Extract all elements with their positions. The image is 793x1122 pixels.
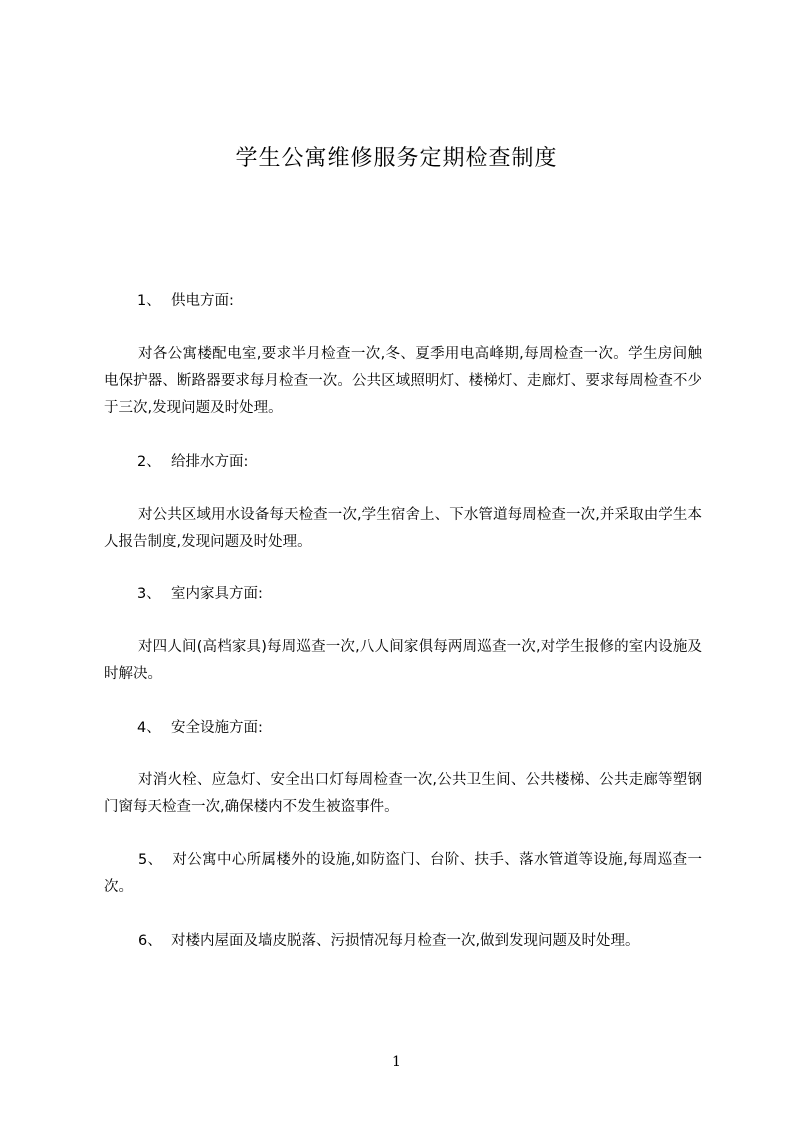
section-text: 对楼内屋面及墙皮脱落、污损情况每月检查一次,做到发现问题及时处理。: [170, 933, 640, 949]
section-heading-safety: [137, 718, 263, 738]
section-heading-water: [137, 452, 248, 472]
section-heading-power: [137, 291, 234, 311]
section-item-walls: [104, 928, 702, 955]
section-text: 对公寓中心所属楼外的设施,如防盗门、台阶、扶手、落水管道等设施,每周巡查一次。: [104, 852, 703, 895]
section-number: 4、: [137, 720, 161, 736]
section-number: 1、: [137, 293, 161, 309]
section-body-power: 对各公寓楼配电室,要求半月检查一次,冬、夏季用电高峰期,每周检查一次。学生房间触电保护器、断路器要求每月检查一次。公共区域照明灯、楼梯灯、走廊灯、要求每周检查不少于三次,发现问题及时处理。: [104, 346, 702, 416]
page-number: 1: [392, 1054, 401, 1070]
section-body-water: 对公共区域用水设备每天检查一次,学生宿舍上、下水管道每周检查一次,并采取由学生本人报告制度,发现问题及时处理。: [104, 507, 702, 550]
section-number: 6、: [138, 933, 162, 949]
section-title: 供电方面:: [171, 293, 234, 309]
section-body-furniture: 对四人间(高档家具)每周巡查一次,八人间家俱每两周巡查一次,对学生报修的室内设施及时解决。: [104, 639, 702, 682]
section-title: 给排水方面:: [171, 454, 249, 470]
section-number: 3、: [137, 586, 161, 602]
section-number: 5、: [138, 852, 163, 868]
section-number: 2、: [137, 454, 161, 470]
section-body-safety: 对消火栓、应急灯、安全出口灯每周检查一次,公共卫生间、公共楼梯、公共走廊等塑钢门窗每天检查一次,确保楼内不发生被盗事件。: [104, 772, 702, 815]
document-title: 学生公寓维修服务定期检查制度: [235, 146, 558, 171]
section-heading-furniture: [137, 584, 263, 604]
section-title: 安全设施方面:: [171, 720, 263, 736]
section-title: 室内家具方面:: [171, 586, 263, 602]
section-item-exterior: [104, 847, 702, 901]
